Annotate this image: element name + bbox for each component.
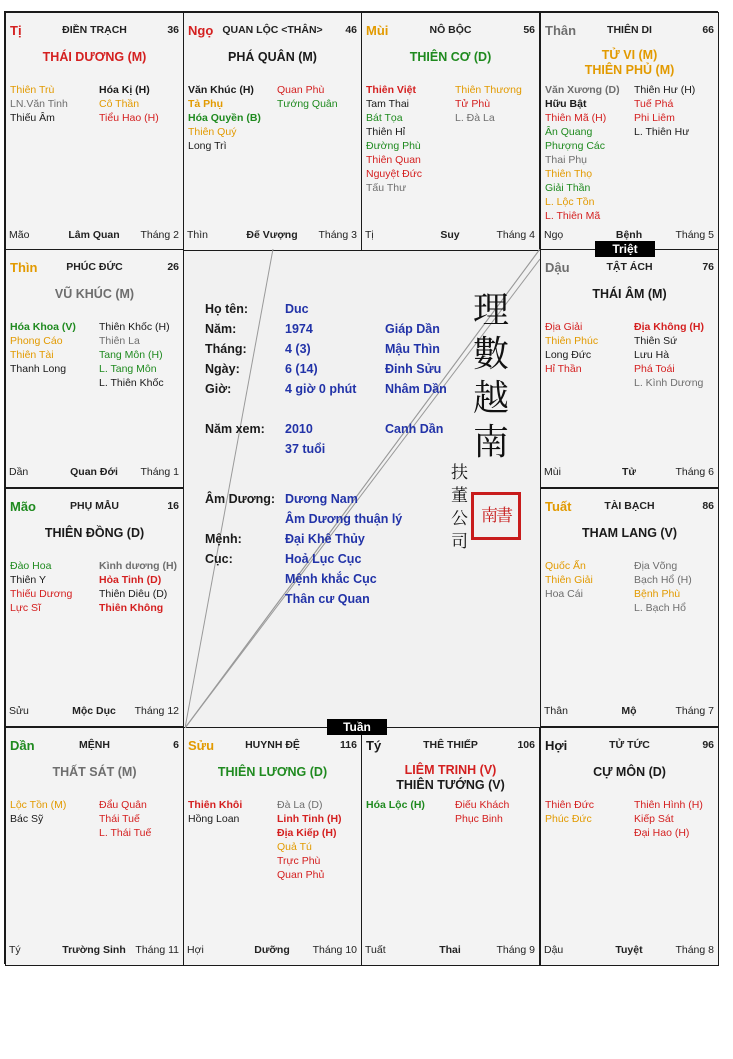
- minor-star: Hóa Khoa (V): [10, 321, 76, 333]
- palace-mao: [5, 488, 184, 727]
- palace-footer: [9, 944, 179, 957]
- minor-star: Hóa Lộc (H): [366, 799, 425, 811]
- minor-star: Thiên Giải: [545, 574, 593, 586]
- minor-stars-left: [10, 559, 72, 615]
- footer-month: Tháng 1: [140, 466, 179, 478]
- day-can: Đinh Sửu: [385, 362, 442, 376]
- minor-stars-left: [545, 320, 598, 376]
- main-star: VŨ KHÚC (M): [54, 287, 135, 301]
- minor-star: Thiên Trù: [10, 84, 55, 96]
- palace-name: THIÊN DI: [607, 24, 652, 36]
- menh-cuc-relation: Mệnh khắc Cục: [285, 572, 377, 586]
- minor-star: Thiên Khôi: [188, 799, 243, 811]
- minor-star: Thai Phụ: [545, 154, 588, 166]
- palace-number: 76: [702, 261, 714, 273]
- minor-star: L. Tang Môn: [99, 363, 157, 375]
- footer-month: Tháng 7: [675, 705, 714, 717]
- year-can: Giáp Dần: [385, 322, 440, 336]
- minor-star: Tử Phù: [455, 98, 491, 110]
- hour-label: Giờ:: [205, 382, 232, 396]
- footer-month: Tháng 2: [140, 229, 179, 241]
- footer-stage: Trường Sinh: [62, 944, 126, 956]
- footer-stem: Hợi: [187, 944, 204, 956]
- minor-star: Đào Hoa: [10, 560, 52, 572]
- footer-stem: Mùi: [544, 466, 561, 478]
- main-stars: [362, 50, 539, 65]
- palace-ty: [361, 727, 540, 966]
- than-cu: Thân cư Quan: [285, 592, 370, 606]
- palace-footer: [544, 466, 714, 479]
- minor-star: Kiếp Sát: [634, 813, 674, 825]
- minor-star: Đà La (D): [277, 799, 323, 811]
- footer-stem: Tị: [365, 229, 374, 241]
- triet-marker: Triệt: [595, 241, 655, 257]
- month-value: 4 (3): [285, 342, 311, 356]
- palace-number: 16: [167, 500, 179, 512]
- calligraphy-char: 數: [473, 334, 510, 375]
- minor-star: Thiếu Dương: [10, 588, 73, 600]
- main-stars: [184, 765, 361, 780]
- minor-stars-left: [545, 559, 593, 601]
- minor-star: Thiên Không: [99, 602, 164, 614]
- year-value: 1974: [285, 322, 313, 336]
- minor-star: Phong Cáo: [10, 335, 63, 347]
- calligraphy-char: 南: [473, 422, 510, 463]
- minor-stars-right: [455, 798, 509, 826]
- cuc-value: Hoả Lục Cục: [285, 552, 362, 566]
- red-seal: 南書: [471, 492, 521, 540]
- day-value: 6 (14): [285, 362, 318, 376]
- palace-header: [545, 260, 714, 276]
- footer-stem: Thìn: [187, 229, 209, 241]
- palace-number: 26: [167, 261, 179, 273]
- palace-number: 6: [173, 739, 179, 751]
- minor-star: Phúc Đức: [545, 813, 592, 825]
- footer-stem: Dậu: [544, 944, 564, 956]
- main-star: PHÁ QUÂN (M): [228, 50, 317, 64]
- minor-star: Thiên Diêu (D): [99, 588, 168, 600]
- footer-stage: Tuyệt: [615, 944, 643, 956]
- minor-star: Lưu Hà: [634, 349, 670, 361]
- view-year-value: 2010: [285, 422, 313, 436]
- minor-star: Phục Binh: [455, 813, 503, 825]
- palace-name: PHÚC ĐỨC: [66, 261, 123, 273]
- footer-month: Tháng 10: [312, 944, 357, 956]
- footer-stage: Thai: [439, 944, 461, 956]
- minor-star: Phượng Các: [545, 140, 606, 152]
- branch-label: Tuất: [545, 499, 572, 514]
- minor-stars-left: [10, 320, 76, 376]
- minor-star: Thiên Đức: [545, 799, 595, 811]
- year-label: Năm:: [205, 322, 237, 336]
- minor-star: Địa Giải: [545, 321, 583, 333]
- minor-star: L. Thiên Hư: [634, 126, 690, 138]
- branch-label: Dần: [10, 738, 35, 753]
- main-star: THÁI DƯƠNG (M): [42, 50, 147, 64]
- minor-star: Lực Sĩ: [10, 602, 41, 614]
- palace-suu: [183, 727, 362, 966]
- footer-stage: Mộ: [621, 705, 637, 717]
- minor-star: Ân Quang: [545, 126, 593, 138]
- main-star: THAM LANG (V): [581, 526, 678, 540]
- minor-star: Thiên Hư (H): [634, 84, 696, 96]
- palace-mui: [361, 12, 540, 251]
- footer-stage: Mộc Dục: [72, 705, 116, 717]
- minor-star: Thiên Hỉ: [366, 126, 406, 138]
- branch-label: Ngọ: [188, 23, 214, 38]
- minor-star: L. Thái Tuế: [99, 827, 152, 839]
- palace-name: ĐIỀN TRẠCH: [62, 24, 127, 36]
- minor-star: Thiên Quan: [366, 154, 421, 166]
- minor-star: Quả Tú: [277, 841, 312, 853]
- month-label: Tháng:: [205, 342, 247, 356]
- minor-stars-left: [545, 798, 594, 826]
- minor-star: Phi Liêm: [634, 112, 675, 124]
- footer-stem: Mão: [9, 229, 30, 241]
- palace-number: 36: [167, 24, 179, 36]
- palace-number: 56: [523, 24, 535, 36]
- main-star: THIÊN ĐỒNG (D): [44, 526, 145, 540]
- minor-star: Bệnh Phù: [634, 588, 681, 600]
- footer-stage: Bệnh: [615, 229, 643, 241]
- minor-star: Điếu Khách: [455, 799, 510, 811]
- footer-stem: Dần: [9, 466, 29, 478]
- palace-number: 106: [517, 739, 535, 751]
- minor-stars-right: [277, 83, 338, 111]
- branch-label: Mão: [10, 499, 36, 514]
- minor-star: Hỏa Tinh (D): [99, 574, 162, 586]
- minor-star: Linh Tinh (H): [277, 813, 342, 825]
- palace-ti: [5, 12, 184, 251]
- cuc-label: Cục:: [205, 552, 233, 566]
- minor-star: Tiểu Hao (H): [99, 112, 159, 124]
- minor-stars-right: [634, 320, 704, 390]
- palace-header: [10, 499, 179, 515]
- footer-stem: Ngọ: [544, 229, 564, 241]
- palace-footer: [9, 705, 179, 718]
- menh-label: Mệnh:: [205, 532, 242, 546]
- main-star: TỬ VI (M): [601, 48, 658, 62]
- palace-footer: [365, 944, 535, 957]
- minor-star: Tuế Phá: [634, 98, 674, 110]
- minor-star: Địa Kiếp (H): [277, 827, 337, 839]
- palace-tuat: [540, 488, 719, 727]
- minor-star: L. Bạch Hổ: [634, 602, 686, 614]
- palace-thin: [5, 249, 184, 488]
- minor-star: Cô Thần: [99, 98, 140, 110]
- branch-label: Thân: [545, 23, 577, 38]
- minor-star: Thiên Sứ: [634, 335, 678, 347]
- age-value: 37 tuổi: [285, 442, 326, 456]
- minor-star: Quốc Ấn: [545, 560, 586, 572]
- minor-star: Long Trì: [188, 140, 227, 152]
- palace-footer: [365, 229, 535, 242]
- minor-stars-right: [634, 798, 703, 840]
- main-star: THẤT SÁT (M): [52, 765, 137, 779]
- minor-star: Hồng Loan: [188, 813, 240, 825]
- minor-stars-left: [188, 83, 261, 153]
- footer-stem: Tý: [9, 944, 21, 956]
- palace-footer: [544, 705, 714, 718]
- footer-stem: Tuất: [365, 944, 386, 956]
- branch-label: Tị: [10, 23, 22, 38]
- minor-stars-right: [634, 559, 692, 615]
- minor-star: Địa Không (H): [634, 321, 704, 333]
- minor-star: Thiên Thương: [455, 84, 522, 96]
- palace-header: [10, 23, 179, 39]
- footer-stage: Suy: [440, 229, 460, 241]
- calligraphy-char: 公: [451, 509, 468, 529]
- tuan-marker: Tuần: [327, 719, 387, 735]
- name-label: Họ tên:: [205, 302, 249, 316]
- minor-star: Nguyệt Đức: [366, 168, 423, 180]
- palace-number: 46: [345, 24, 357, 36]
- minor-stars-left: [10, 83, 68, 125]
- main-stars: [541, 765, 718, 780]
- minor-star: Tang Môn (H): [99, 349, 163, 361]
- minor-star: Thanh Long: [10, 363, 67, 375]
- minor-star: Tam Thai: [366, 98, 409, 110]
- palace-header: [188, 23, 357, 39]
- minor-star: Đẩu Quân: [99, 799, 147, 811]
- palace-name: PHỤ MẪU: [70, 500, 119, 512]
- hour-value: 4 giờ 0 phút: [285, 382, 357, 396]
- footer-month: Tháng 4: [496, 229, 535, 241]
- amduong-relation: Âm Dương thuận lý: [285, 512, 403, 526]
- view-year-can: Canh Dần: [385, 422, 444, 436]
- footer-month: Tháng 5: [675, 229, 714, 241]
- branch-label: Thìn: [10, 260, 38, 275]
- minor-star: Thiên Khốc (H): [99, 321, 170, 333]
- main-stars: [6, 50, 183, 65]
- minor-star: Địa Võng: [634, 560, 678, 572]
- main-star: THIÊN CƠ (D): [409, 50, 492, 64]
- minor-star: Thiên Thọ: [545, 168, 593, 180]
- palace-header: [10, 260, 179, 276]
- footer-stage: Đế Vượng: [246, 229, 298, 241]
- main-stars: [541, 287, 718, 302]
- palace-number: 86: [702, 500, 714, 512]
- minor-star: Kình dương (H): [99, 560, 178, 572]
- minor-star: L. Thiên Khốc: [99, 377, 164, 389]
- calligraphy-char: 扶: [451, 463, 468, 483]
- palace-name: TỬ TỨC: [609, 739, 650, 751]
- calligraphy-main: [473, 289, 509, 465]
- minor-star: Thiên Việt: [366, 84, 416, 96]
- main-star: THÁI ÂM (M): [592, 287, 667, 301]
- footer-month: Tháng 12: [134, 705, 179, 717]
- footer-month: Tháng 11: [135, 944, 179, 956]
- footer-stem: Thân: [544, 705, 568, 717]
- minor-star: Tả Phụ: [188, 98, 224, 110]
- palace-number: 66: [702, 24, 714, 36]
- center-info-panel: [185, 249, 540, 728]
- palace-hoi: [540, 727, 719, 966]
- minor-star: Hữu Bật: [545, 98, 587, 110]
- palace-footer: [187, 229, 357, 242]
- minor-star: Hỉ Thần: [545, 363, 582, 375]
- palace-name: TÀI BẠCH: [604, 500, 655, 512]
- minor-star: Long Đức: [545, 349, 592, 361]
- minor-star: Thiếu Âm: [10, 112, 55, 124]
- palace-ngo: [183, 12, 362, 251]
- branch-label: Hợi: [545, 738, 568, 753]
- minor-star: Tướng Quân: [277, 98, 338, 110]
- palace-number: 96: [702, 739, 714, 751]
- footer-stem: Sửu: [9, 705, 29, 717]
- branch-label: Dậu: [545, 260, 570, 275]
- minor-star: Lộc Tồn (M): [10, 799, 67, 811]
- minor-star: Thiên Tài: [10, 349, 54, 361]
- palace-footer: [9, 229, 179, 242]
- main-stars: [362, 763, 539, 793]
- footer-month: Tháng 8: [675, 944, 714, 956]
- footer-stage: Quan Đới: [70, 466, 118, 478]
- menh-value: Đại Khê Thủy: [285, 532, 365, 546]
- main-stars: [541, 48, 718, 78]
- minor-stars-right: [99, 798, 151, 840]
- minor-star: L. Thiên Mã: [545, 210, 601, 222]
- minor-star: Giải Thần: [545, 182, 591, 194]
- minor-star: Văn Xương (D): [545, 84, 620, 96]
- minor-star: Tấu Thư: [366, 182, 407, 194]
- main-stars: [6, 765, 183, 780]
- palace-header: [545, 23, 714, 39]
- minor-stars-right: [455, 83, 522, 125]
- branch-label: Mùi: [366, 23, 389, 38]
- footer-month: Tháng 3: [318, 229, 357, 241]
- minor-star: Bạch Hổ (H): [634, 574, 692, 586]
- minor-star: Thiên Hình (H): [634, 799, 703, 811]
- palace-header: [366, 23, 535, 39]
- name-value: Duc: [285, 302, 309, 316]
- minor-star: Phá Toái: [634, 363, 675, 375]
- palace-header: [545, 738, 714, 754]
- month-can: Mậu Thìn: [385, 342, 440, 356]
- calligraphy-char: 越: [473, 378, 510, 419]
- main-star: THIÊN TƯỚNG (V): [396, 778, 505, 792]
- minor-stars-left: [10, 798, 66, 826]
- minor-stars-left: [366, 83, 422, 195]
- minor-star: Thiên Y: [10, 574, 46, 586]
- minor-star: Thiên La: [99, 335, 140, 347]
- main-star: CỰ MÔN (D): [593, 765, 666, 779]
- calligraphy-char: 董: [451, 486, 468, 506]
- palace-name: THÊ THIẾP: [423, 739, 478, 751]
- palace-header: [366, 738, 535, 754]
- main-star: THIÊN LƯƠNG (D): [217, 765, 328, 779]
- view-year-label: Năm xem:: [205, 422, 265, 436]
- minor-stars-right: [634, 83, 695, 139]
- footer-stage: Lâm Quan: [68, 229, 120, 241]
- minor-star: Thiên Quý: [188, 126, 237, 138]
- footer-stage: Dưỡng: [254, 944, 290, 956]
- amduong-label: Âm Dương:: [205, 492, 276, 506]
- calligraphy-char: 司: [451, 532, 468, 552]
- minor-star: Quan Phù: [277, 84, 325, 96]
- palace-name: NÔ BỘC: [429, 24, 472, 36]
- minor-stars-right: [277, 798, 342, 882]
- palace-number: 116: [340, 739, 357, 751]
- palace-name: QUAN LỘC <THÂN>: [222, 24, 323, 36]
- hour-can: Nhâm Dần: [385, 382, 447, 396]
- horoscope-chart: [4, 11, 718, 964]
- minor-star: Thái Tuế: [99, 813, 140, 825]
- main-stars: [6, 287, 183, 302]
- palace-header: [188, 738, 357, 754]
- branch-label: Tý: [366, 738, 382, 753]
- minor-star: Hoa Cái: [545, 588, 583, 600]
- palace-header: [545, 499, 714, 515]
- branch-label: Sửu: [188, 738, 215, 753]
- main-star: THIÊN PHỦ (M): [584, 63, 675, 77]
- minor-star: L. Đà La: [455, 112, 495, 124]
- minor-star: Thiên Phúc: [545, 335, 599, 347]
- minor-stars-left: [366, 798, 425, 812]
- day-label: Ngày:: [205, 362, 240, 376]
- palace-footer: [187, 944, 357, 957]
- palace-name: HUYNH ĐỆ: [245, 739, 300, 751]
- palace-header: [10, 738, 179, 754]
- palace-dan: [5, 727, 184, 966]
- calligraphy-char: 理: [473, 290, 510, 331]
- minor-star: Văn Khúc (H): [188, 84, 254, 96]
- minor-star: Thiên Mã (H): [545, 112, 607, 124]
- main-stars: [541, 526, 718, 541]
- footer-stage: Tử: [621, 466, 637, 478]
- minor-star: Quan Phủ: [277, 869, 325, 881]
- minor-star: Hóa Kị (H): [99, 84, 150, 96]
- footer-month: Tháng 6: [675, 466, 714, 478]
- minor-star: L. Lộc Tồn: [545, 196, 595, 208]
- minor-star: Hóa Quyền (B): [188, 112, 261, 124]
- palace-than: [540, 12, 719, 251]
- minor-star: Đại Hao (H): [634, 827, 690, 839]
- minor-stars-left: [188, 798, 242, 826]
- main-stars: [6, 526, 183, 541]
- footer-month: Tháng 9: [496, 944, 535, 956]
- palace-name: TẬT ÁCH: [606, 261, 653, 273]
- palace-footer: [544, 944, 714, 957]
- minor-star: L. Kình Dương: [634, 377, 704, 389]
- minor-stars-right: [99, 320, 170, 390]
- palace-name: MỆNH: [79, 739, 110, 751]
- minor-star: Đường Phù: [366, 140, 421, 152]
- calligraphy-side: [451, 462, 468, 554]
- amduong-value: Dương Nam: [285, 492, 358, 506]
- minor-star: Trực Phù: [277, 855, 321, 867]
- minor-star: Bát Tọa: [366, 112, 403, 124]
- palace-footer: [9, 466, 179, 479]
- minor-stars-right: [99, 83, 159, 125]
- minor-stars-left: [545, 83, 620, 223]
- minor-star: Bác Sỹ: [10, 813, 44, 825]
- main-star: LIÊM TRINH (V): [404, 763, 497, 777]
- palace-dau: [540, 249, 719, 488]
- main-stars: [184, 50, 361, 65]
- minor-star: LN.Văn Tinh: [10, 98, 68, 110]
- minor-stars-right: [99, 559, 177, 615]
